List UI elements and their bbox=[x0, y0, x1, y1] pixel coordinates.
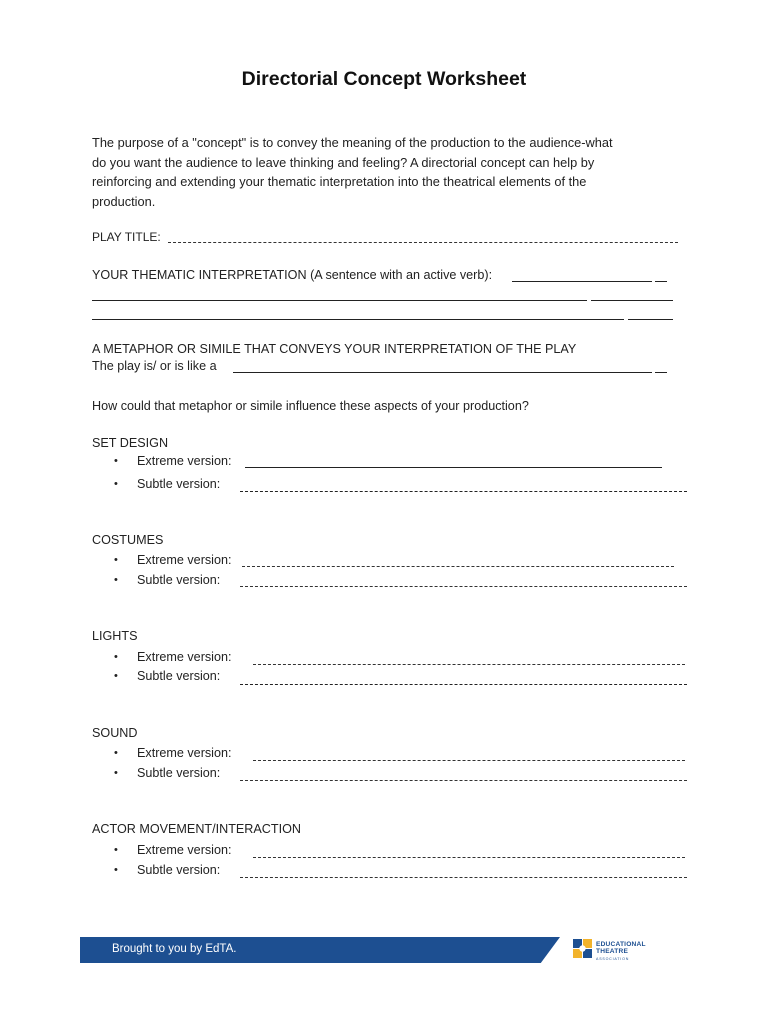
logo-line-1: EDUCATIONAL bbox=[596, 941, 646, 948]
actor-movement-subtle-field[interactable] bbox=[240, 877, 687, 878]
edta-logo-wordmark bbox=[596, 941, 646, 963]
thematic-field-3b bbox=[628, 319, 673, 320]
thematic-field-1[interactable] bbox=[512, 281, 652, 282]
costumes-subtle-label: Subtle version: bbox=[137, 573, 221, 587]
set-design-extreme-label: Extreme version: bbox=[137, 454, 232, 468]
page-title: Directorial Concept Worksheet bbox=[241, 68, 527, 90]
lights-subtle-label: Subtle version: bbox=[137, 669, 221, 683]
intro-paragraph bbox=[92, 133, 667, 211]
set-design-extreme-field[interactable] bbox=[245, 467, 662, 468]
bullet-icon: • bbox=[114, 747, 118, 759]
bullet-icon: • bbox=[114, 554, 118, 566]
edta-logo-mark-icon bbox=[571, 936, 595, 964]
bullet-icon: • bbox=[114, 864, 118, 876]
actor-movement-extreme-label: Extreme version: bbox=[137, 843, 232, 857]
metaphor-field-b bbox=[655, 372, 667, 373]
bullet-icon: • bbox=[114, 844, 118, 856]
costumes-subtle-field[interactable] bbox=[240, 586, 687, 587]
play-title-field[interactable] bbox=[168, 242, 678, 243]
bullet-icon: • bbox=[114, 670, 118, 682]
actor-movement-extreme-field[interactable] bbox=[253, 857, 685, 858]
actor-movement-subtle-label: Subtle version: bbox=[137, 863, 221, 877]
thematic-field-3[interactable] bbox=[92, 319, 624, 320]
set-design-subtle-label: Subtle version: bbox=[137, 477, 221, 491]
metaphor-field[interactable] bbox=[233, 372, 652, 373]
section-heading-actor-movement: ACTOR MOVEMENT/INTERACTION bbox=[92, 822, 301, 836]
thematic-field-1b bbox=[655, 281, 667, 282]
lights-subtle-field[interactable] bbox=[240, 684, 687, 685]
thematic-label: YOUR THEMATIC INTERPRETATION (A sentence with an active verb): bbox=[92, 268, 493, 282]
play-title-label: PLAY TITLE: bbox=[92, 230, 161, 244]
sound-extreme-field[interactable] bbox=[253, 760, 685, 761]
set-design-subtle-field[interactable] bbox=[240, 491, 687, 492]
sound-extreme-label: Extreme version: bbox=[137, 746, 232, 760]
costumes-extreme-label: Extreme version: bbox=[137, 553, 232, 567]
intro-line-4: production. bbox=[92, 193, 156, 209]
bullet-icon: • bbox=[114, 574, 118, 586]
sound-subtle-field[interactable] bbox=[240, 780, 687, 781]
intro-line-1: The purpose of a "concept" is to convey the meaning of the production to the audience-what bbox=[92, 135, 613, 150]
section-heading-lights: LIGHTS bbox=[92, 629, 138, 643]
influence-question: How could that metaphor or simile influence these aspects of your production? bbox=[92, 399, 529, 413]
logo-line-2: THEATRE bbox=[596, 948, 629, 956]
bullet-icon: • bbox=[114, 478, 118, 490]
section-heading-sound: SOUND bbox=[92, 726, 138, 740]
metaphor-heading: A METAPHOR OR SIMILE THAT CONVEYS YOUR INTERPRETATION OF THE PLAY bbox=[92, 342, 577, 356]
logo-line-3: ASSOCIATION bbox=[596, 956, 630, 961]
intro-line-2: do you want the audience to leave thinking and feeling? A directorial concept can help by bbox=[92, 154, 595, 170]
bullet-icon: • bbox=[114, 455, 118, 467]
bullet-icon: • bbox=[114, 767, 118, 779]
footer-banner-text: Brought to you by EdTA. bbox=[112, 943, 237, 955]
section-heading-set-design: SET DESIGN bbox=[92, 436, 169, 450]
bullet-icon: • bbox=[114, 651, 118, 663]
thematic-field-2[interactable] bbox=[92, 300, 587, 301]
section-heading-costumes: COSTUMES bbox=[92, 533, 164, 547]
sound-subtle-label: Subtle version: bbox=[137, 766, 221, 780]
lights-extreme-label: Extreme version: bbox=[137, 650, 232, 664]
lights-extreme-field[interactable] bbox=[253, 664, 685, 665]
metaphor-prompt: The play is/ or is like a bbox=[92, 359, 217, 373]
intro-line-3: reinforcing and extending your thematic interpretation into the theatrical elements of the bbox=[92, 174, 587, 190]
thematic-field-2b bbox=[591, 300, 673, 301]
costumes-extreme-field[interactable] bbox=[242, 566, 674, 567]
